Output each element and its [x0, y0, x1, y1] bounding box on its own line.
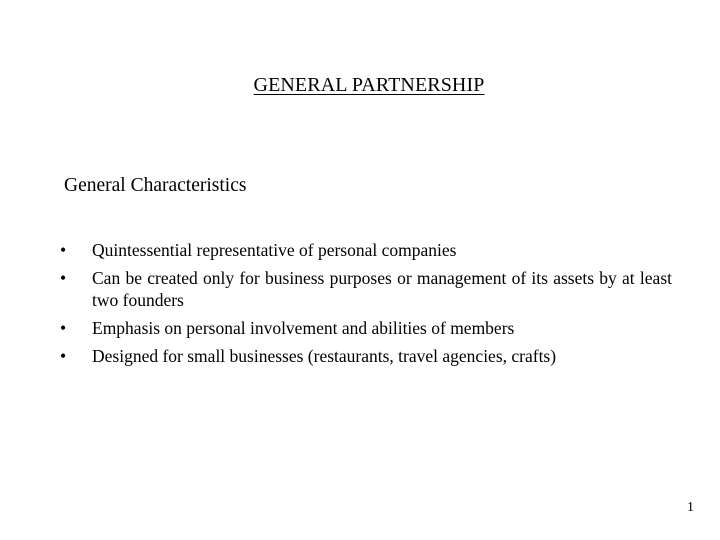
bullet-item — [60, 345, 672, 367]
bullet-list — [60, 239, 672, 373]
slide-title: GENERAL PARTNERSHIP — [253, 74, 485, 96]
bullet-text: Designed for small businesses (restaurants, travel agencies, crafts) — [92, 346, 557, 366]
bullet-text: Emphasis on personal involvement and abilities of members — [92, 318, 515, 338]
bullet-item — [60, 317, 672, 339]
bullet-item — [60, 267, 672, 311]
section-heading: General Characteristics — [64, 175, 247, 196]
bullet-icon: • — [60, 268, 67, 288]
bullet-item — [60, 239, 672, 261]
bullet-text: Can be created only for business purposes or management of its assets by at least two founders — [92, 268, 672, 310]
bullet-icon: • — [60, 240, 67, 260]
bullet-icon: • — [60, 346, 67, 366]
bullet-text: Quintessential representative of personal companies — [92, 240, 457, 260]
page-number: 1 — [687, 500, 694, 515]
bullet-icon: • — [60, 318, 67, 338]
